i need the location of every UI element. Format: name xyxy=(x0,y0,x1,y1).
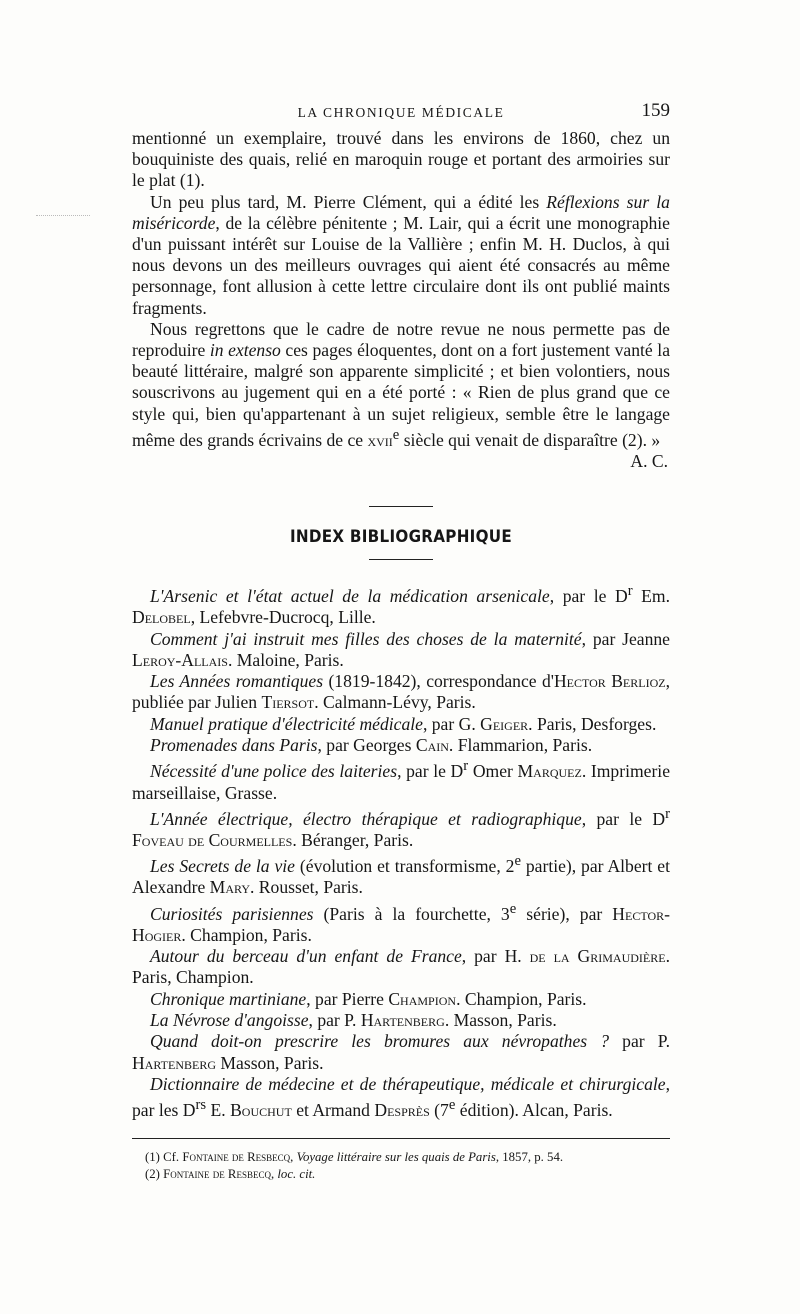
bib-entry: Les Secrets de la vie (évolution et transformisme, 2e partie), par Albert et Alexandre Mary. Rousset, Paris. xyxy=(132,853,670,898)
bib-entry: L'Arsenic et l'état actuel de la médication arsenicale, par le $D^r$ Em. Delobel, Lefebvre-Ducrocq, Lille. xyxy=(132,583,670,628)
running-title: LA CHRONIQUE MÉDICALE xyxy=(297,105,505,120)
bib-entry: Nécessité d'une police des laiteries, par le $D^r$ Omer Marquez. Imprimerie marseillaise, Grasse. xyxy=(132,758,671,803)
margin-mark xyxy=(36,215,90,216)
bib-entry: Promenades dans Paris, par Georges Cain. Flammarion, Paris. xyxy=(150,735,593,756)
paragraph-3: Nous regrettons que le cadre de notre revue ne nous permette pas de reproduire in extenso ces pages éloquentes, dont on a fort justement vanté la beauté littéraire, malgré son apparente simplicité ; et bien volontiers, nous souscrivons au jugement qui en a été porté : « Rien de plus grand que ce style qui, bien qu'appartenant à un sujet religieux, semble être le langage même des grands écrivains de ce xvii$^e$ siècle qui venait de disparaître (2). » xyxy=(132,318,670,450)
footnote-rule xyxy=(132,1138,670,1139)
section-rule-bottom xyxy=(369,559,433,560)
running-head xyxy=(132,100,670,124)
footnotes xyxy=(132,1149,670,1183)
bib-entry: Les Années romantiques (1819-1842), correspondance d'Hector Berlioz, publiée par Julien Tiersot. Calmann-Lévy, Paris. xyxy=(132,671,670,713)
paragraph-2: Un peu plus tard, M. Pierre Clément, qui a édité les Réflexions sur la miséricorde, de la célèbre pénitente ; M. Lair, qui a écrit une monographie d'un puissant intérêt sur Louise de la Vallière ; enfin M. H. Duclos, à qui nous devons un des meilleurs ouvrages qui aient été consacrés au même personnage, font allusion à cette lettre circulaire dont ils ont publié maints fragments. xyxy=(132,191,670,318)
bib-entry: Comment j'ai instruit mes filles des choses de la maternité, par Jeanne Leroy-Allais. Maloine, Paris. xyxy=(132,628,670,670)
footnote-1: (1) Cf. Fontaine de Resbecq, Voyage littéraire sur les quais de Paris, 1857, p. 54. xyxy=(145,1150,564,1165)
section-title: INDEX BIBLIOGRAPHIQUE xyxy=(289,527,513,547)
page-number: 159 xyxy=(641,100,670,121)
bib-entry: Manuel pratique d'électricité médicale, par G. Geiger. Paris, Desforges. xyxy=(150,713,657,734)
bib-entry: La Névrose d'angoisse, par P. Hartenberg. Masson, Paris. xyxy=(150,1010,557,1031)
bib-entry: Chronique martiniane, par Pierre Champion. Champion, Paris. xyxy=(150,988,587,1009)
bib-entry: Dictionnaire de médecine et de thérapeutique, médicale et chirurgicale, par les $D^{rs}$ E. Bouchut et Armand Desprès (7e édition). Alcan, Paris. xyxy=(132,1073,670,1121)
signature: A. C. xyxy=(630,450,668,471)
bib-entry: Quand doit-on prescrire les bromures aux névropathes ? par P. Hartenberg Masson, Paris. xyxy=(132,1031,671,1073)
bib-entry: Curiosités parisiennes (Paris à la fourchette, 3e série), par Hector-Hogier. Champion, Paris. xyxy=(132,900,670,945)
section-rule-top xyxy=(369,506,433,507)
bib-entry: L'Année électrique, électro thérapique et radiographique, par le $D^r$ Foveau de Courmelles. Béranger, Paris. xyxy=(132,805,670,850)
bib-entry: Autour du berceau d'un enfant de France, par H. de la Grimaudière. Paris, Champion. xyxy=(132,946,670,988)
page xyxy=(132,100,670,1183)
article-text xyxy=(132,128,670,472)
footnote-2: (2) Fontaine de Resbecq, loc. cit. xyxy=(145,1167,316,1182)
bibliography-list xyxy=(132,581,670,1121)
paragraph-1: mentionné un exemplaire, trouvé dans les environs de 1860, chez un bouquiniste des quais, relié en maroquin rouge et portant des armoiries sur le plat (1). xyxy=(132,128,670,191)
